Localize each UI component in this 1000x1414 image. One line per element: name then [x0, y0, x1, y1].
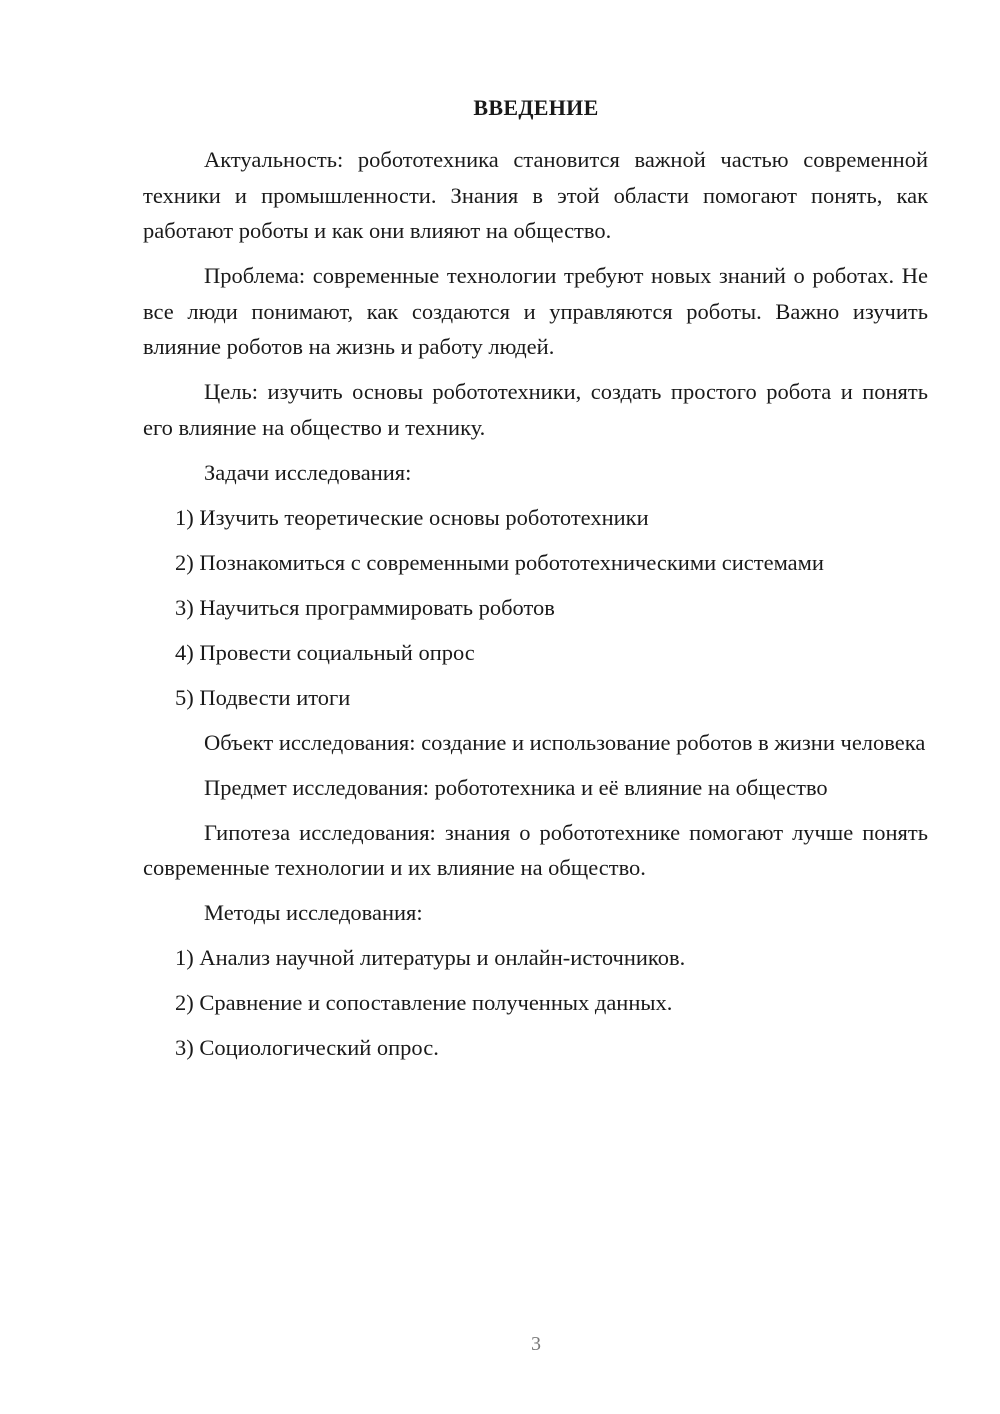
tasks-list	[143, 500, 928, 716]
hypothesis-paragraph: Гипотеза исследования: знания о робототехнике помогают лучше понять современные технологии и их влияние на общество.	[143, 819, 928, 880]
section-title: ВВЕДЕНИЕ	[473, 95, 599, 120]
list-item: 4) Провести социальный опрос	[175, 639, 475, 665]
list-item: 5) Подвести итоги	[175, 684, 351, 710]
methods-heading: Методы исследования:	[204, 900, 423, 925]
list-item: 3) Научиться программировать роботов	[175, 594, 555, 620]
document-body	[143, 142, 928, 1075]
list-item: 2) Познакомиться с современными робототехническими системами	[175, 549, 824, 575]
goal-paragraph: Цель: изучить основы робототехники, создать простого робота и понять его влияние на общество и технику.	[143, 379, 928, 440]
list-item: 2) Сравнение и сопоставление полученных данных.	[175, 990, 673, 1015]
tasks-heading: Задачи исследования:	[204, 459, 412, 485]
page-number: 3	[531, 1333, 541, 1355]
list-item: 3) Социологический опрос.	[175, 1035, 439, 1060]
object-paragraph: Объект исследования: создание и использование роботов в жизни человека	[204, 729, 926, 755]
list-item: 1) Анализ научной литературы и онлайн-источников.	[175, 945, 686, 970]
relevance-paragraph: Актуальность: робототехника становится важной частью современной техники и промышленности. Знания в этой области помогают понять, как работают роботы и как они влияют на общество.	[143, 147, 928, 243]
problem-paragraph: Проблема: современные технологии требуют новых знаний о роботах. Не все люди понимают, как создаются и управляются роботы. Важно изучить влияние роботов на жизнь и работу людей.	[143, 263, 928, 359]
subject-paragraph: Предмет исследования: робототехника и её влияние на общество	[204, 774, 828, 800]
methods-list	[143, 940, 928, 1066]
list-item: 1) Изучить теоретические основы робототехники	[175, 504, 649, 530]
